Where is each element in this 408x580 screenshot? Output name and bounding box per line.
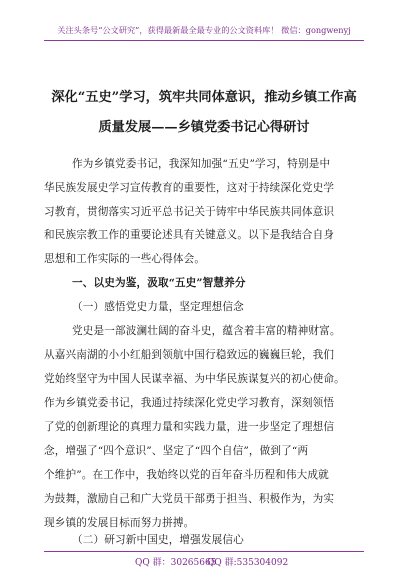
- document-title-line-2: 质量发展——乡镇党委书记心得研讨: [98, 120, 310, 135]
- body-paragraph-line: 了党的创新理论的真理力量和实践力量，进一步坚定了理想信: [44, 421, 335, 433]
- body-paragraph-line: 和民族宗教工作的重要论述具有关键意义。以下是我结合自身: [44, 229, 335, 241]
- body-paragraph-line: 念，增强了“四个意识”、坚定了“四个自信”，做到了“两: [44, 445, 309, 457]
- header-divider: [44, 40, 364, 41]
- footer-divider: [44, 551, 364, 552]
- body-paragraph-line: 华民族发展史学习宣传教育的重要性，这对于持续深化党史学: [44, 182, 335, 194]
- subsection-heading-1: （一）感悟党史力量，坚定理想信念: [72, 301, 244, 313]
- section-heading-1: 一、以史为鉴，汲取“五史”智慧养分: [72, 277, 246, 289]
- body-paragraph-line: 党史是一部波澜壮阔的奋斗史，蕴含着丰富的精神财富。: [72, 325, 341, 337]
- body-paragraph-line: 为鼓舞，激励自己和广大党员干部勇于担当、积极作为，为实: [44, 493, 335, 505]
- body-paragraph-line: 作为乡镇党委书记，我通过持续深化党史学习教育，深刻领悟: [44, 397, 335, 409]
- body-paragraph-line: 思想和工作实际的一些心得体会。: [44, 253, 206, 265]
- body-paragraph-line: 从嘉兴南湖的小小红船到领航中国行稳致远的巍巍巨轮，我们: [44, 349, 335, 361]
- body-paragraph-line: 现乡镇的发展目标而努力拼搏。: [44, 517, 195, 529]
- body-paragraph-line: 习教育，贯彻落实习近平总书记关于铸牢中华民族共同体意识: [44, 206, 335, 218]
- body-paragraph-line: 作为乡镇党委书记，我深知加强“五史”学习，特别是中: [72, 158, 331, 170]
- document-title-line-1: 深化“五史”学习，筑牢共同体意识，推动乡镇工作高: [51, 90, 357, 105]
- footer-qq-group-1: QQ 群：30265665: [135, 558, 217, 568]
- body-paragraph-line: 党始终坚守为中国人民谋幸福、为中华民族谋复兴的初心使命。: [44, 373, 345, 385]
- header-promo-text: 关注头条号“公文研究”，获得最新最全最专业的公文资料库！ 微信：gongwenyj: [57, 25, 351, 35]
- footer-qq-group-2: QQ 群:535304092: [207, 558, 289, 568]
- subsection-heading-2: （二）研习新中国史，增强发展信心: [72, 534, 244, 546]
- body-paragraph-line: 个维护”。在工作中，我始终以党的百年奋斗历程和伟大成就: [44, 469, 329, 481]
